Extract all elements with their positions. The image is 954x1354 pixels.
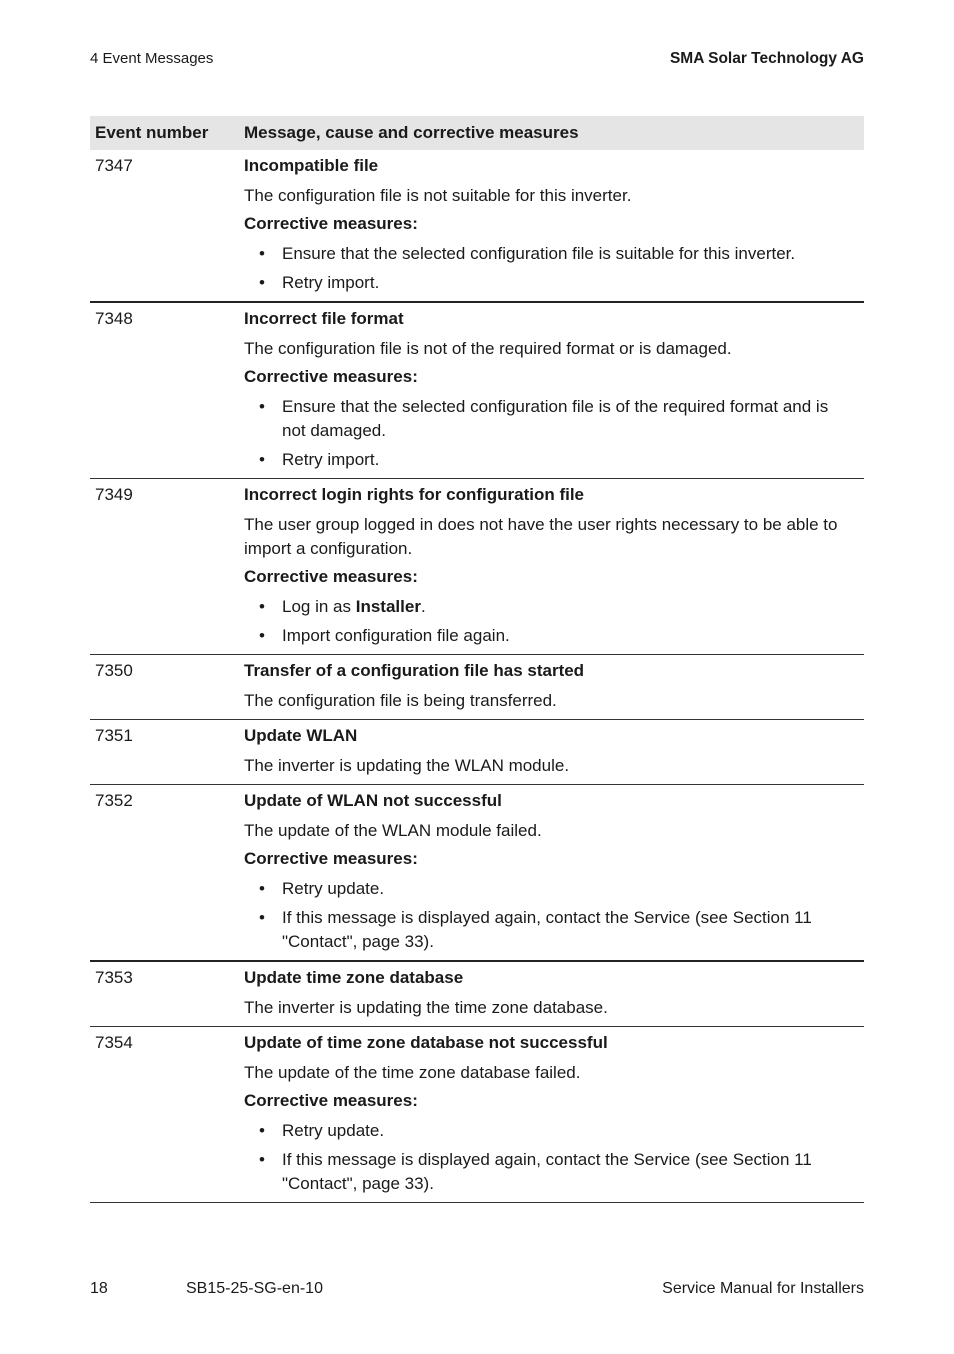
table-row: [90, 962, 864, 1027]
corrective-measures-label: Corrective measures:: [244, 849, 418, 868]
event-number: 7347: [95, 156, 133, 175]
list-item: • Ensure that the selected configuration file is suitable for this inverter.: [244, 242, 854, 266]
list-item: • Retry update.: [244, 877, 854, 901]
list-item: • If this message is displayed again, contact the Service (see Section 11 "Contact", page 33).: [259, 1150, 812, 1193]
message-cause: The user group logged in does not have the user rights necessary to be able to import a configuration.: [244, 515, 838, 558]
message-title: Update of time zone database not successful: [244, 1033, 608, 1052]
event-table: [90, 116, 864, 1203]
message-title: Update of WLAN not successful: [244, 791, 502, 810]
bullet-icon: •: [259, 597, 265, 616]
event-number: 7352: [95, 791, 133, 810]
bullet-icon: •: [259, 1150, 265, 1169]
event-number: 7349: [95, 485, 133, 504]
table-row: [90, 785, 864, 962]
list-item: • Log in as Installer.: [244, 595, 854, 619]
corrective-measures-label: Corrective measures:: [244, 214, 418, 233]
document-id: SB15-25-SG-en-10: [186, 1280, 323, 1297]
event-number: 7348: [95, 309, 133, 328]
message-cause: The inverter is updating the WLAN module.: [244, 756, 570, 775]
message-title: Update time zone database: [244, 968, 464, 987]
message-cause: The inverter is updating the time zone database.: [244, 998, 608, 1017]
measures-list: [244, 242, 854, 295]
table-row: [90, 720, 864, 785]
message-cause: The configuration file is being transferred.: [244, 691, 557, 710]
bullet-icon: •: [259, 450, 265, 469]
message-title: Update WLAN: [244, 726, 358, 745]
message-cause: The update of the time zone database failed.: [244, 1063, 581, 1082]
message-cause: The configuration file is not suitable for this inverter.: [244, 186, 632, 205]
message-cause: The update of the WLAN module failed.: [244, 821, 542, 840]
message-cause: The configuration file is not of the required format or is damaged.: [244, 339, 732, 358]
company-name: SMA Solar Technology AG: [669, 50, 864, 67]
message-title: Incorrect login rights for configuration file: [244, 485, 585, 504]
bullet-icon: •: [259, 244, 265, 263]
corrective-measures-label: Corrective measures:: [244, 367, 418, 386]
corrective-measures-label: Corrective measures:: [244, 1091, 418, 1110]
page-footer: [90, 1280, 864, 1298]
list-item: • Retry import.: [244, 448, 854, 472]
bullet-icon: •: [259, 397, 265, 416]
list-item: • Retry import.: [244, 271, 854, 295]
message-title: Transfer of a configuration file has started: [244, 661, 585, 680]
bullet-icon: •: [259, 879, 265, 898]
page-number: 18: [90, 1280, 108, 1297]
event-number: 7354: [95, 1033, 133, 1052]
message-title: Incorrect file format: [244, 309, 404, 328]
list-item: • Ensure that the selected configuration file is of the required format and is not damaged.: [259, 397, 829, 440]
event-number: 7353: [95, 968, 133, 987]
bullet-icon: •: [259, 1121, 265, 1140]
column-header-message: Message, cause and corrective measures: [244, 123, 579, 142]
list-item: • Import configuration file again.: [244, 624, 854, 648]
measures-list: [244, 595, 854, 648]
table-row: [90, 655, 864, 720]
table-row: [90, 150, 864, 303]
event-number: 7350: [95, 661, 133, 680]
table-row: [90, 479, 864, 655]
page-header: [90, 50, 864, 68]
document-title: Service Manual for Installers: [662, 1280, 864, 1297]
bullet-icon: •: [259, 626, 265, 645]
measures-list: [244, 877, 854, 954]
corrective-measures-label: Corrective measures:: [244, 567, 418, 586]
bullet-icon: •: [259, 273, 265, 292]
role-installer: Installer: [355, 597, 421, 616]
measures-list: [244, 1119, 854, 1196]
section-title: 4 Event Messages: [90, 50, 214, 67]
list-item: • If this message is displayed again, contact the Service (see Section 11 "Contact", page 33).: [259, 908, 812, 951]
column-header-event-number: Event number: [95, 123, 209, 142]
event-number: 7351: [95, 726, 133, 745]
bullet-icon: •: [259, 908, 265, 927]
measures-list: [244, 395, 854, 472]
table-header: [90, 116, 864, 150]
table-row: [90, 1027, 864, 1203]
list-item: • Retry update.: [244, 1119, 854, 1143]
message-title: Incompatible file: [244, 156, 379, 175]
table-row: [90, 303, 864, 479]
